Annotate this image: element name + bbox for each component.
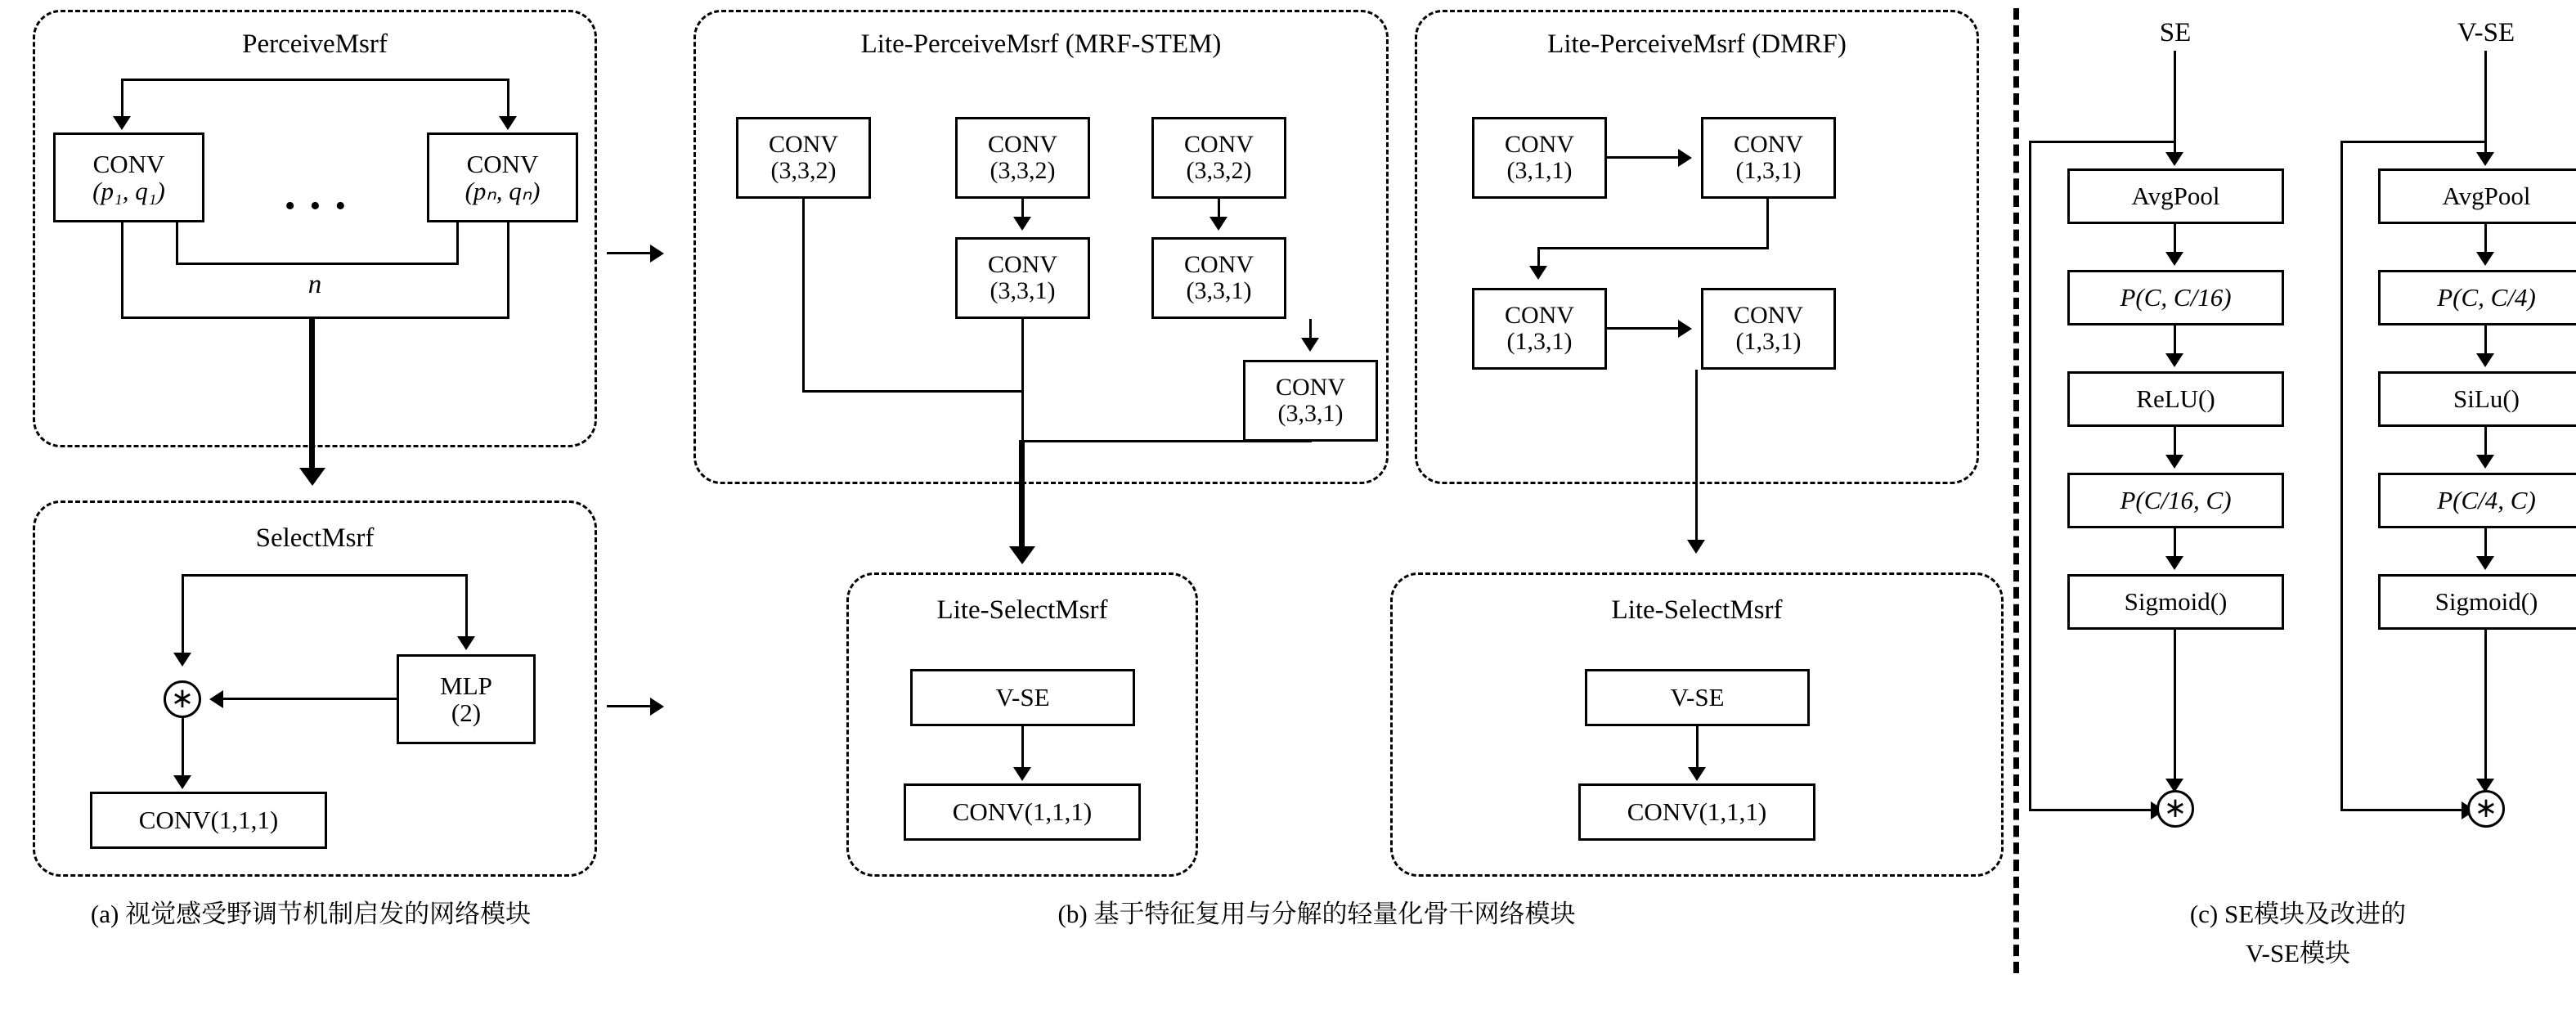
dmrf-box-4 (1701, 288, 1836, 370)
mrf-5-to-6-arrow (1301, 338, 1319, 352)
lite-select-title-b2: Lite-SelectMsrf (1611, 595, 1783, 625)
vse-to-conv-line-b2 (1696, 726, 1699, 771)
vse-arrow-2 (2476, 353, 2494, 367)
mrf-box-5-line1: CONV (1183, 250, 1254, 278)
vse-skip-vline (2340, 141, 2343, 811)
mrf-box-3-line1: CONV (1183, 130, 1254, 158)
mrf-stem-title: Lite-PerceiveMsrf (MRF-STEM) (860, 29, 1222, 59)
mrf-box-1-line1: CONV (768, 130, 838, 158)
dmrf-trunk-arrow (1687, 540, 1705, 554)
mrf-6-left-line (1021, 440, 1312, 442)
multiply-node-a (164, 680, 201, 718)
mrf-1-down-line (802, 199, 805, 393)
mrf-trunk-line (1019, 440, 1025, 554)
se-step-fc2-label: P(C/16, C) (2120, 486, 2232, 515)
select-split-right-vline (465, 574, 468, 640)
vse-line-3 (2484, 427, 2487, 458)
mrf-box-1 (736, 117, 871, 199)
vse-to-conv-arrow-b2 (1688, 767, 1706, 781)
vse-label-b1: V-SE (995, 683, 1050, 712)
dmrf-box-4-line1: CONV (1733, 301, 1803, 329)
a-to-b-arrow (650, 245, 664, 263)
vse-step-fc1-label: P(C, C/4) (2437, 283, 2536, 312)
mrf-box-6-line2: (3,3,1) (1277, 400, 1344, 427)
dmrf-box-1-line1: CONV (1504, 130, 1574, 158)
mrf-box-2 (955, 117, 1090, 199)
dmrf-box-2 (1701, 117, 1836, 199)
vse-title: V-SE (2457, 18, 2515, 47)
vse-line-5 (2484, 630, 2487, 785)
vse-box-b1 (910, 669, 1135, 726)
select-msrf-title: SelectMsrf (255, 523, 375, 553)
vse-step-fc2-label: P(C/4, C) (2437, 486, 2536, 515)
multiply-node-vse (2467, 790, 2505, 828)
se-skip-top-hline (2029, 141, 2174, 143)
mrf-box-3 (1151, 117, 1286, 199)
multiply-symbol-vse: ∗ (2474, 793, 2498, 824)
se-step-relu (2067, 371, 2284, 427)
mrf-2-to-4-arrow (1013, 217, 1031, 231)
n-bracket-hline (176, 263, 459, 265)
se-step-fc1 (2067, 270, 2284, 325)
se-arrow-3 (2165, 455, 2183, 469)
mlp-line1: MLP (440, 671, 492, 700)
lite-select-title-b1: Lite-SelectMsrf (936, 595, 1108, 625)
se-arrow-4 (2165, 556, 2183, 570)
a-to-b-line2 (607, 705, 653, 707)
vse-skip-bottom-hline (2340, 809, 2467, 811)
vse-step-sigmoid-label: Sigmoid() (2435, 587, 2538, 617)
vse-step-sigmoid (2378, 574, 2576, 630)
se-skip-bottom-hline (2029, 809, 2156, 811)
conv111-label-b2: CONV(1,1,1) (1627, 797, 1767, 827)
mlp-box (397, 654, 536, 744)
conv-box-left-line2: (p₁, q₁) (92, 177, 165, 205)
mlp-to-star-arrow (209, 690, 223, 708)
mrf-box-6 (1243, 360, 1378, 442)
select-split-left-vline (182, 574, 184, 656)
caption-a: (a) 视觉感受野调节机制启发的网络模块 (90, 900, 532, 928)
se-line-2 (2174, 325, 2176, 357)
dmrf-box-2-line2: (1,3,1) (1735, 157, 1802, 184)
mrf-box-3-line2: (3,3,2) (1186, 157, 1252, 184)
vse-step-avgpool-label: AvgPool (2442, 182, 2531, 211)
conv-box-right (427, 132, 578, 222)
dmrf-to-3-line (1537, 247, 1540, 267)
perceive-to-select-arrow (299, 468, 325, 486)
se-skip-vline (2029, 141, 2031, 811)
se-line-4 (2174, 528, 2176, 559)
dmrf-box-3 (1472, 288, 1607, 370)
conv-box-left-line1: CONV (92, 149, 165, 178)
mrf-box-2-line1: CONV (987, 130, 1057, 158)
vse-label-b2: V-SE (1670, 683, 1725, 712)
perceive-split-left-vline (121, 79, 123, 119)
dmrf-title: Lite-PerceiveMsrf (DMRF) (1547, 29, 1847, 59)
mrf-trunk-arrow (1009, 546, 1035, 564)
vse-arrow-3 (2476, 455, 2494, 469)
n-bracket-right (456, 222, 459, 265)
vse-arrow-1 (2476, 252, 2494, 266)
se-title: SE (2159, 18, 2192, 47)
vse-line-4 (2484, 528, 2487, 559)
perceive-right-arrow (499, 116, 517, 130)
dmrf-3-to-4-arrow (1678, 320, 1692, 338)
merge-hline (121, 316, 509, 319)
mrf-3-to-5-arrow (1209, 217, 1227, 231)
perceive-split-hline (121, 79, 509, 81)
vse-to-conv-line-b1 (1021, 726, 1024, 771)
mrf-5-to-6-line (1309, 319, 1312, 339)
conv111-box-b1 (904, 783, 1141, 841)
caption-c-line2: V-SE模块 (2245, 939, 2351, 967)
star-to-conv-arrow (173, 775, 191, 789)
dmrf-2-left-line (1537, 247, 1769, 249)
mrf-box-4-line2: (3,3,1) (990, 277, 1056, 304)
dmrf-box-3-line1: CONV (1504, 301, 1574, 329)
se-step-fc1-label: P(C, C/16) (2120, 283, 2232, 312)
se-line-1 (2174, 224, 2176, 255)
se-step-avgpool-label: AvgPool (2131, 182, 2220, 211)
dmrf-box-4-line2: (1,3,1) (1735, 328, 1802, 355)
conv111-label-a: CONV(1,1,1) (138, 806, 279, 835)
multiply-symbol-a: ∗ (170, 684, 195, 714)
se-step-sigmoid-label: Sigmoid() (2124, 587, 2228, 617)
perceive-left-arrow (113, 116, 131, 130)
vse-input-arrow (2476, 152, 2494, 166)
vse-step-fc1 (2378, 270, 2576, 325)
star-to-conv-line (182, 718, 184, 779)
dmrf-box-2-line1: CONV (1733, 130, 1803, 158)
panel-a-perceive-group (33, 10, 597, 447)
se-step-fc2 (2067, 473, 2284, 528)
dmrf-box-1-line2: (3,1,1) (1506, 157, 1573, 184)
dmrf-3-to-4-line (1607, 327, 1681, 330)
a-to-b-arrow2 (650, 698, 664, 716)
merge-left-vline (121, 222, 123, 319)
dmrf-box-3-line2: (1,3,1) (1506, 328, 1573, 355)
multiply-symbol-se: ∗ (2163, 793, 2188, 824)
conv-box-right-line2: (pₙ, qₙ) (464, 177, 541, 205)
mrf-box-5-line2: (3,3,1) (1186, 277, 1252, 304)
dmrf-1-to-2-line (1607, 156, 1681, 159)
conv111-label-b1: CONV(1,1,1) (952, 797, 1093, 827)
se-input-arrow (2165, 152, 2183, 166)
vse-step-silu (2378, 371, 2576, 427)
conv111-box-b2 (1578, 783, 1815, 841)
select-mlp-arrow (457, 636, 475, 650)
mrf-box-4 (955, 237, 1090, 319)
dmrf-2-down-line (1766, 199, 1769, 249)
conv-ellipsis: • • • (285, 189, 349, 223)
mlp-to-star-line (214, 698, 397, 700)
mrf-box-1-line2: (3,3,2) (770, 157, 837, 184)
conv-box-left (53, 132, 204, 222)
se-step-relu-label: ReLU() (2136, 384, 2215, 414)
se-line-5 (2174, 630, 2176, 785)
select-split-hline (182, 574, 468, 577)
se-step-sigmoid (2067, 574, 2284, 630)
vse-step-fc2 (2378, 473, 2576, 528)
se-arrow-1 (2165, 252, 2183, 266)
perceive-to-select-line (309, 316, 315, 476)
vse-line-2 (2484, 325, 2487, 357)
caption-c-line1: (c) SE模块及改进的 (2189, 900, 2407, 928)
dmrf-box-1 (1472, 117, 1607, 199)
n-label: n (307, 270, 322, 299)
vse-line-1 (2484, 224, 2487, 255)
vse-box-b2 (1585, 669, 1810, 726)
se-step-avgpool (2067, 168, 2284, 224)
mrf-box-6-line1: CONV (1275, 373, 1345, 401)
mrf-box-4-line1: CONV (987, 250, 1057, 278)
mlp-line2: (2) (451, 698, 482, 727)
dmrf-1-to-2-arrow (1678, 149, 1692, 167)
panel-divider (2013, 8, 2019, 973)
mrf-1-right-line (802, 390, 1023, 393)
mrf-box-2-line2: (3,3,2) (990, 157, 1056, 184)
dmrf-to-3-arrow (1529, 266, 1547, 280)
perceive-split-right-vline (507, 79, 509, 119)
a-to-b-line (607, 252, 653, 254)
conv111-box-a (90, 792, 327, 849)
n-bracket-left (176, 222, 178, 265)
select-star-arrow (173, 653, 191, 667)
dmrf-trunk-line (1695, 370, 1698, 543)
vse-step-avgpool (2378, 168, 2576, 224)
multiply-node-se (2156, 790, 2194, 828)
vse-skip-top-hline (2340, 141, 2486, 143)
conv-box-right-line1: CONV (466, 149, 539, 178)
vse-arrow-4 (2476, 556, 2494, 570)
se-line-3 (2174, 427, 2176, 458)
perceive-msrf-title: PerceiveMsrf (242, 29, 388, 59)
vse-to-conv-arrow-b1 (1013, 767, 1031, 781)
mrf-box-5 (1151, 237, 1286, 319)
caption-b: (b) 基于特征复用与分解的轻量化骨干网络模块 (1057, 900, 1576, 928)
se-arrow-2 (2165, 353, 2183, 367)
vse-step-silu-label: SiLu() (2453, 384, 2520, 414)
merge-right-vline (507, 222, 509, 319)
